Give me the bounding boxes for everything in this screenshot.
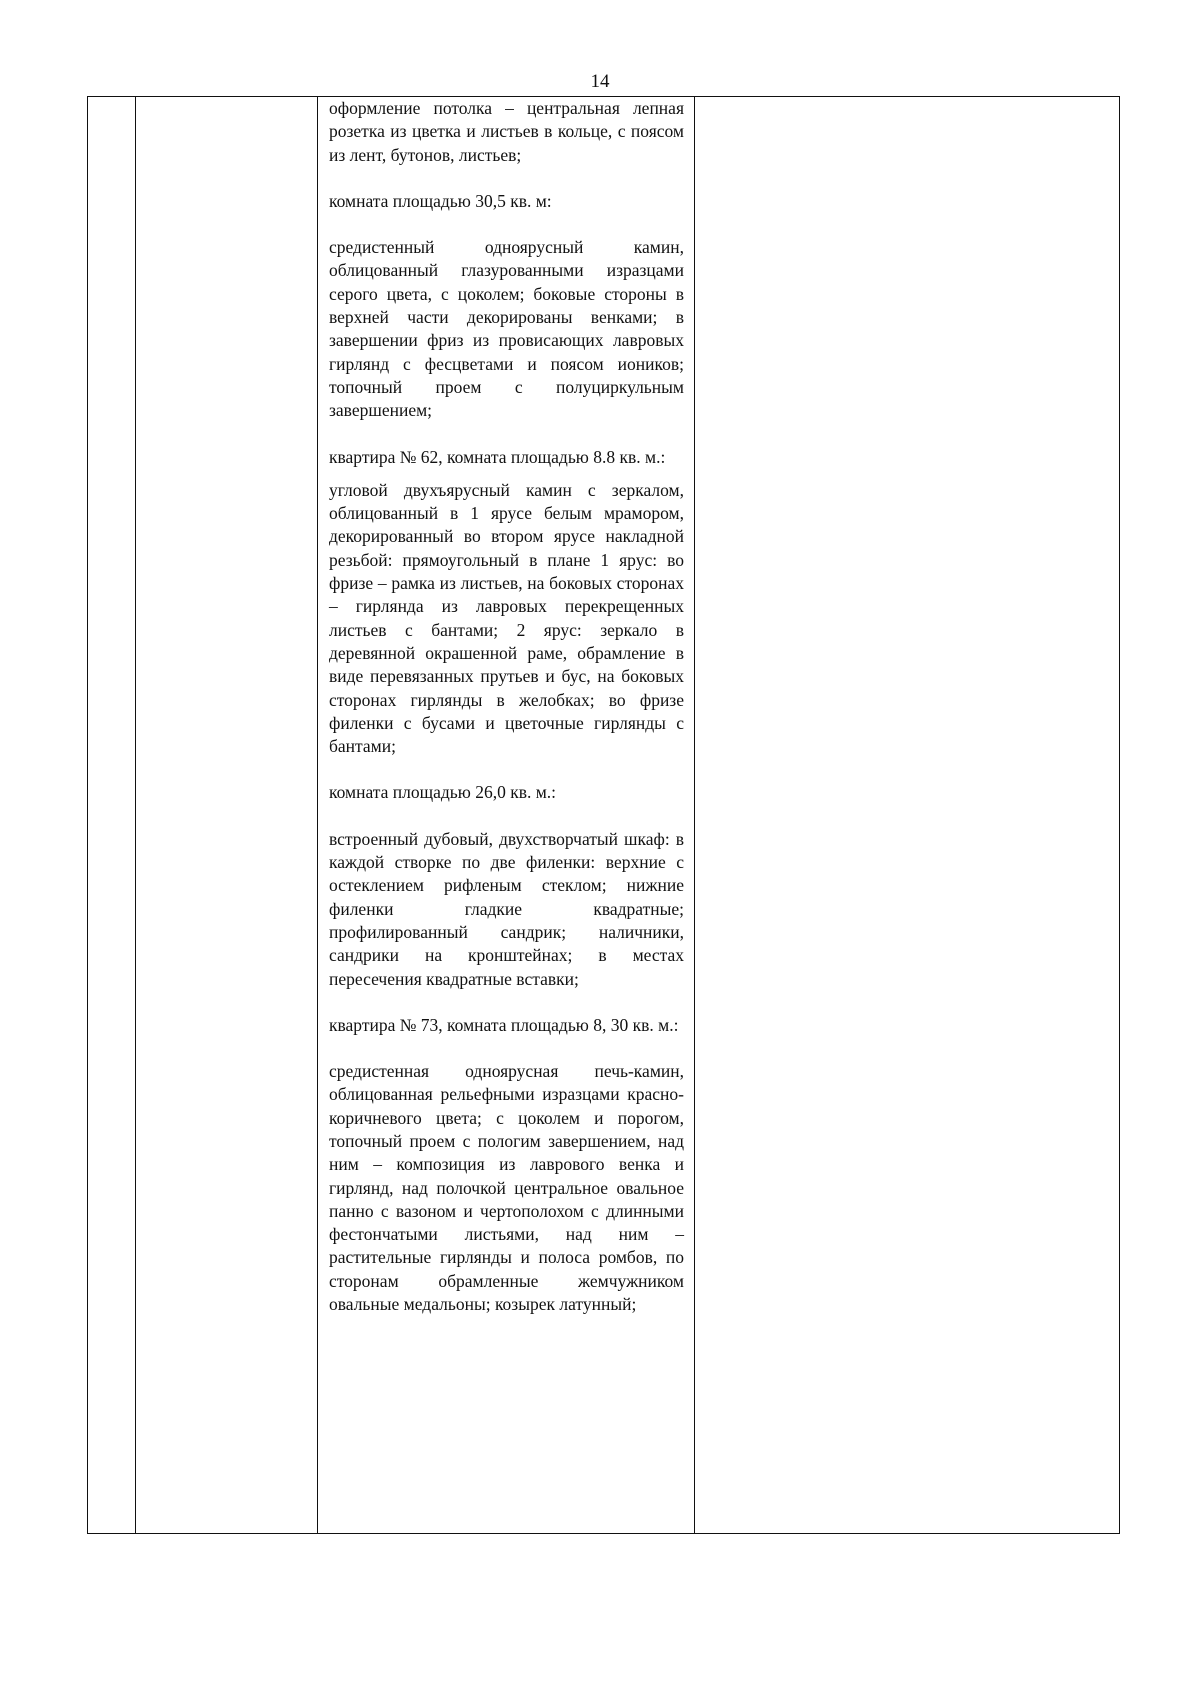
paragraph-apartment-heading: квартира № 73, комната площадью 8, 30 кв. м.: [329, 1014, 679, 1035]
paragraph-fireplace: угловой двухъярусный камин с зеркалом, облицованный в 1 ярусе белым мрамором, декорированный во втором ярусе накладной резьбой: прямоугольный в плане 1 ярус: во фризе – рамка из листьев, на боковых сторонах – гирлянда из лавровых перекрещенных листьев с бантами; 2 ярус: зеркало в деревянной окрашенной раме, обрамление в виде перевязанных прутьев и бус, на боковых сторонах гирлянды в желобках; во фризе филенки с бусами и цветочные гирлянды с бантами; [329, 479, 684, 757]
table-column-number [88, 97, 136, 1533]
table-column-notes [695, 97, 1119, 1533]
paragraph-apartment-heading: квартира № 62, комната площадью 8.8 кв. м.: [329, 446, 666, 467]
table-column-object [136, 97, 318, 1533]
paragraph-fireplace: средистенный одноярусный камин, облицованный глазурованными изразцами серого цвета, с цоколем; боковые стороны в верхней части декорированы венками; в завершении фриз из провисающих лавровых гирлянд с фесцветами и поясом иоников; топочный проем с полуциркульным завершением; [329, 237, 684, 421]
paragraph-ceiling: оформление потолка – центральная лепная розетка из цветка и листьев в кольце, с поясом из лент, бутонов, листьев; [329, 98, 684, 165]
page-number: 14 [590, 71, 610, 92]
paragraph-room-heading: комната площадью 26,0 кв. м.: [329, 782, 557, 803]
paragraph-cabinet: встроенный дубовый, двухстворчатый шкаф: в каждой створке по две филенки: верхние с остеклением рифленым стеклом; нижние филенки гладкие квадратные; профилированный сандрик; наличники, сандрики на кронштейнах; в местах пересечения квадратные вставки; [329, 828, 684, 989]
paragraph-stove-fireplace: средистенная одноярусная печь-камин, облицованная рельефными изразцами красно-коричневого цвета; с цоколем и порогом, топочный проем с пологим завершением, над ним – композиция из лаврового венка и гирлянд, над полочкой центральное овальное панно с вазоном и чертополохом с длинными фестончатыми листьями, над ним – растительные гирлянды и полоса ромбов, по сторонам обрамленные жемчужником овальные медальоны; козырек латунный; [329, 1061, 684, 1315]
paragraph-room-heading: комната площадью 30,5 кв. м: [329, 190, 552, 211]
register-table [87, 96, 1120, 1534]
table-column-description [318, 97, 695, 1533]
